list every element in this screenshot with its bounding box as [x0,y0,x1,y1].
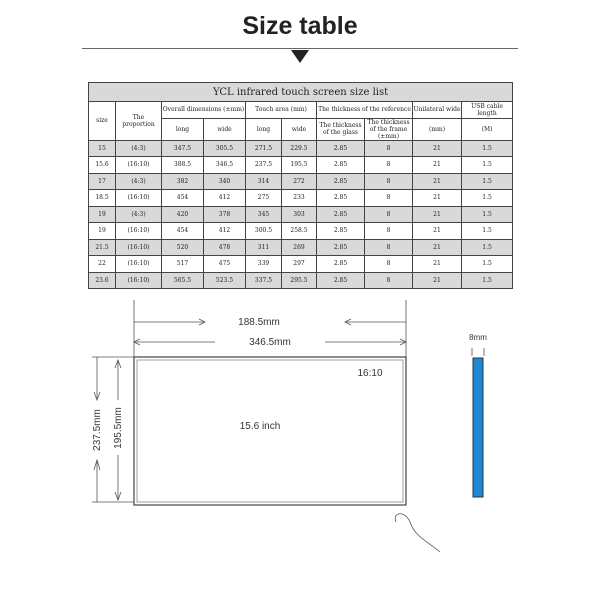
table-cell: 272 [282,173,317,190]
table-cell: 295.5 [282,272,317,289]
header-mm: (mm) [413,118,462,140]
table-caption: YCL infrared touch screen size list [89,83,513,102]
header-size: size [89,102,116,141]
table-cell: 1.5 [462,206,513,223]
table-cell: 297 [282,256,317,273]
header-long: long [246,118,282,140]
table-cell: 1.5 [462,173,513,190]
table-cell: 454 [162,190,204,207]
table-cell: 339 [246,256,282,273]
header-proportion: The proportion [116,102,162,141]
table-row [89,223,513,240]
table-cell: 237.5 [246,157,282,174]
table-cell: 21 [413,272,462,289]
overall-height-label: 237.5mm [92,409,103,451]
thickness-label: 8mm [469,333,487,342]
table-cell: 8 [365,223,413,240]
table-cell: 275 [246,190,282,207]
touch-height-label: 195.5mm [113,407,124,449]
table-cell: 15 [89,140,116,157]
dimension-diagram [0,290,600,600]
header-frame: The thickness of the frame (±mm) [365,118,413,140]
table-cell: 229.5 [282,140,317,157]
table-cell: 21 [413,157,462,174]
table-cell: 23.6 [89,272,116,289]
table-cell: 475 [204,256,246,273]
table-cell: 8 [365,256,413,273]
table-cell: 523.5 [204,272,246,289]
table-cell: 382 [162,173,204,190]
table-cell: 420 [162,206,204,223]
table-cell: 8 [365,272,413,289]
table-cell: 21 [413,223,462,240]
table-cell: 412 [204,190,246,207]
table-cell: 233 [282,190,317,207]
ratio-label: 16:10 [357,368,383,379]
table-cell: 8 [365,206,413,223]
table-cell: (16:10) [116,223,162,240]
header-glass: The thickness of the glass [317,118,365,140]
table-cell: 2.85 [317,272,365,289]
table-cell: 21 [413,206,462,223]
table-cell: 1.5 [462,239,513,256]
down-triangle-icon [291,50,309,63]
table-cell: 19 [89,206,116,223]
table-cell: 15.6 [89,157,116,174]
table-row [89,239,513,256]
header-bilateral: Unilateral wide [413,102,462,119]
side-profile-bar [473,358,483,497]
table-row [89,256,513,273]
size-label: 15.6 inch [239,421,281,432]
table-cell: (16:10) [116,272,162,289]
table-cell: (4:3) [116,206,162,223]
table-cell: 303 [282,206,317,223]
table-cell: 269 [282,239,317,256]
overall-width-label: 346.5mm [249,337,291,348]
table-cell: 311 [246,239,282,256]
table-cell: 258.5 [282,223,317,240]
header-usb: USB cable length [462,102,513,119]
table-cell: 337.5 [246,272,282,289]
table-row [89,173,513,190]
table-cell: 1.5 [462,157,513,174]
table-cell: 2.85 [317,173,365,190]
page-title: Size table [242,12,358,40]
table-cell: 2.85 [317,157,365,174]
table-cell: 21 [413,173,462,190]
table-cell: 18.5 [89,190,116,207]
table-cell: 300.5 [246,223,282,240]
table-cell: 8 [365,140,413,157]
table-cell: 517 [162,256,204,273]
table-cell: 1.5 [462,272,513,289]
table-cell: 520 [162,239,204,256]
table-cell: 2.85 [317,256,365,273]
table-cell: 2.85 [317,223,365,240]
table-cell: 2.85 [317,239,365,256]
table-cell: 1.5 [462,190,513,207]
table-cell: (4:3) [116,173,162,190]
table-cell: (16:10) [116,157,162,174]
table-cell: 1.5 [462,223,513,240]
table-cell: 1.5 [462,140,513,157]
table-cell: 8 [365,190,413,207]
table-cell: 478 [204,239,246,256]
header-touch: Touch area (mm) [246,102,317,119]
table-row [89,272,513,289]
table-cell: 19 [89,223,116,240]
table-cell: 565.5 [162,272,204,289]
table-cell: 21 [413,190,462,207]
table-cell: 22 [89,256,116,273]
table-cell: 2.85 [317,190,365,207]
table-cell: 21.5 [89,239,116,256]
table-row [89,157,513,174]
table-cell: 314 [246,173,282,190]
table-cell: 21 [413,140,462,157]
table-cell: 340 [204,173,246,190]
table-cell: 17 [89,173,116,190]
table-cell: 2.85 [317,206,365,223]
title-divider [82,48,518,49]
table-cell: 346.5 [204,157,246,174]
table-cell: (16:10) [116,239,162,256]
table-cell: 1.5 [462,256,513,273]
touch-width-label: 188.5mm [238,317,280,328]
size-table [88,82,513,289]
header-wide: wide [282,118,317,140]
table-cell: 195.5 [282,157,317,174]
table-cell: 21 [413,239,462,256]
table-cell: (4:3) [116,140,162,157]
table-row [89,190,513,207]
table-cell: 378 [204,206,246,223]
table-cell: 8 [365,173,413,190]
table-cell: (16:10) [116,256,162,273]
table-cell: 8 [365,239,413,256]
header-overall: Overall dimensions (±mm) [162,102,246,119]
header-reference: The thickness of the reference [317,102,413,119]
table-cell: 21 [413,256,462,273]
table-cell: 8 [365,157,413,174]
header-wide: wide [204,118,246,140]
table-cell: 412 [204,223,246,240]
table-cell: 305.5 [204,140,246,157]
header-m: (M) [462,118,513,140]
header-long: long [162,118,204,140]
table-row [89,140,513,157]
table-cell: 271.5 [246,140,282,157]
table-row [89,206,513,223]
table-cell: 345 [246,206,282,223]
table-cell: 2.85 [317,140,365,157]
table-cell: 388.5 [162,157,204,174]
table-cell: (16:10) [116,190,162,207]
table-cell: 347.5 [162,140,204,157]
table-cell: 454 [162,223,204,240]
